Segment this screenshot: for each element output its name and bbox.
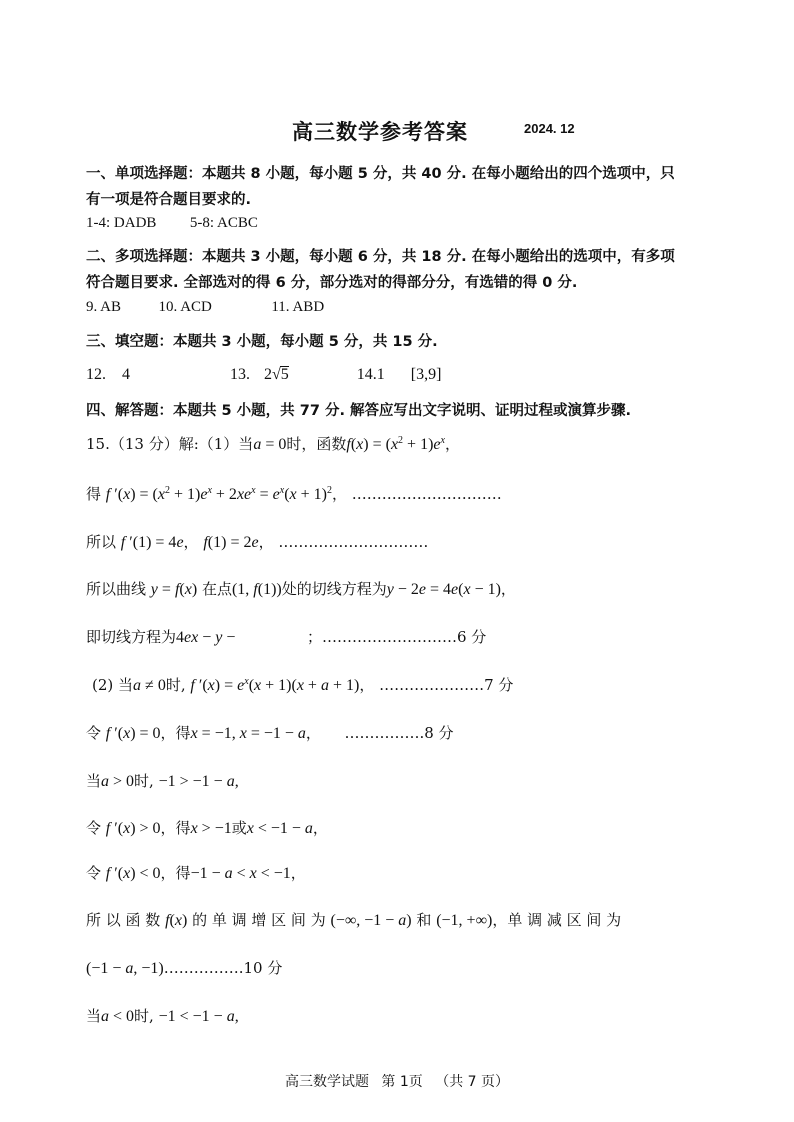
section3-answers — [86, 366, 441, 384]
section3-heading: 三、填空题：本题共 3 小题，每小题 5 分，共 15 分. — [86, 334, 438, 350]
answers-5-8: 5-8: ACBC — [189, 215, 258, 231]
leader-dots: ……………. — [344, 724, 425, 742]
section1-heading-line1: 一、单项选择题：本题共 8 小题，每小题 5 分，共 40 分. 在每小题给出的四个选项中，只 — [86, 166, 675, 182]
section2-answers — [86, 299, 324, 316]
answer-9: 9. AB — [86, 299, 122, 315]
formula: a ≠ 0 — [133, 677, 166, 694]
formula: (1, f(1)) — [231, 581, 282, 598]
formula: (−∞, −1 − a) — [330, 912, 412, 929]
formula: $f(x) = (x^2 + 1)e^x$ — [346, 435, 445, 453]
formula: a < 0 — [101, 1008, 135, 1025]
q14-answer-2: [3,9] — [410, 366, 442, 383]
q14-number: 14. — [356, 366, 377, 383]
formula: a > 0 — [101, 773, 135, 790]
leader-dots: ………………… — [379, 676, 485, 694]
title-row — [0, 116, 794, 146]
page-footer — [0, 1071, 794, 1091]
formula: (−1 − a, −1) — [86, 960, 164, 977]
formula: −1 > −1 − a, — [158, 773, 239, 790]
formula: f ′(x) < 0 — [105, 865, 161, 882]
formula: −1 − a < x < −1 — [190, 865, 291, 882]
q15-prefix: 15.（13 分）解:（1）当 — [86, 435, 254, 453]
monotonic-intervals-line: 所 以 函 数 f(x) 的 单 调 增 区 间 为 (−∞, −1 − a) 和 (−1, +∞)，单 调 减 区 间 为 — [86, 911, 622, 929]
part2-line: (2) 当a ≠ 0时, f $'(x) = e^x(x + 1)(x + a + 1)$， …………………7 分 — [92, 676, 514, 694]
q15-intro: 15.（13 分）解:（1）当a = 0时，函数$f(x) = (x^2 + 1)e^x$， — [86, 435, 460, 453]
section1-answers — [86, 215, 258, 232]
formula: y − 2e = 4e(x − 1) — [386, 581, 501, 598]
q13-number: 13. — [230, 366, 250, 383]
formula: (−1, +∞) — [436, 912, 493, 929]
section4-heading: 四、解答题：本题共 5 小题，共 77 分. 解答应写出文字说明、证明过程或演算步骤. — [86, 403, 632, 419]
score-6: 6 分 — [456, 628, 487, 646]
formula: a = 0 — [253, 436, 287, 453]
q12-number: 12. — [86, 366, 106, 383]
decreasing-interval-line — [86, 957, 282, 978]
answer-10: 10. ACD — [158, 299, 212, 315]
formula: x = −1, x = −1 − a — [190, 725, 306, 742]
tangent-equation-line: 即切线方程为4ex − y − ；………………………6 分 — [86, 628, 487, 646]
date-label: 2024. 12 — [524, 121, 575, 136]
formula: x < −1 − a — [246, 820, 313, 837]
formula: f $'(x) = e^x(x + 1)(x + a + 1)$ — [190, 676, 360, 694]
footer-exam-name: 高三数学试题 — [284, 1074, 369, 1090]
q12-answer: 4 — [122, 366, 130, 383]
formula: −1 < −1 − a, — [158, 1008, 239, 1025]
formula: f ′(x) = 0 — [105, 725, 161, 742]
formula: f $'(x) = (x^2 + 1)e^x + 2xe^x = e^x(x + 1)^2$ — [105, 485, 332, 503]
answer-11: 11. ABD — [271, 299, 325, 315]
formula: f(x) — [165, 912, 188, 929]
leader-dots: ……………. — [163, 959, 244, 977]
score-10: 10 分 — [243, 959, 283, 977]
answers-1-4: 1-4: DADB — [86, 215, 157, 231]
section2-heading-line2: 符合题目要求. 全部选对的得 6 分，部分选对的得部分分，有选错的得 0 分. — [86, 275, 578, 291]
zeros-line: 令 f ′(x) = 0，得x = −1, x = −1 − a， …………….8 分 — [86, 724, 454, 742]
leader-dots: ………………………… — [351, 485, 502, 503]
decreasing-condition-line: 令 f ′(x) < 0，得−1 − a < x < −1， — [86, 864, 306, 882]
formula: f(1) = 2e — [203, 534, 259, 551]
formula: 4ex − y − — [176, 629, 236, 646]
increasing-condition-line: 令 f ′(x) > 0，得x > −1或x < −1 − a， — [86, 819, 328, 837]
page-title: 高三数学参考答案 — [292, 119, 468, 144]
case-positive-line: 当a > 0时, −1 > −1 − a, — [86, 772, 239, 790]
formula: f ′(1) = 4e — [120, 534, 184, 551]
q14-answer-1: 1 — [376, 366, 385, 383]
q13-answer: 2√5 — [264, 366, 289, 383]
formula: f ′(x) > 0 — [105, 820, 161, 837]
section1-heading-line2: 有一项是符合题目要求的. — [86, 192, 252, 208]
case-negative-line: 当a < 0时, −1 < −1 − a, — [86, 1007, 239, 1025]
leader-dots: ………………………… — [278, 533, 429, 551]
score-8: 8 分 — [424, 724, 454, 742]
footer-page-number: 第 1页 — [381, 1074, 423, 1090]
footer-total-pages: （共 7 页） — [435, 1074, 510, 1090]
score-7: 7 分 — [484, 676, 514, 694]
values-line: 所以 f ′(1) = 4e， f(1) = 2e， ………………………… — [86, 533, 429, 551]
derivative-line: 得 f $'(x) = (x^2 + 1)e^x + 2xe^x = e^x(x + 1)^2$， ………………………… — [86, 485, 502, 503]
formula: y = f(x) — [150, 581, 198, 598]
leader-dots: ；……………………… — [306, 628, 457, 646]
formula: x > −1 — [190, 820, 232, 837]
section2-heading-line1: 二、多项选择题：本题共 3 小题，每小题 6 分，共 18 分. 在每小题给出的选项中，有多项 — [86, 249, 675, 265]
tangent-line: 所以曲线 y = f(x) 在点(1, f(1))处的切线方程为y − 2e = 4e(x − 1)， — [86, 580, 516, 598]
